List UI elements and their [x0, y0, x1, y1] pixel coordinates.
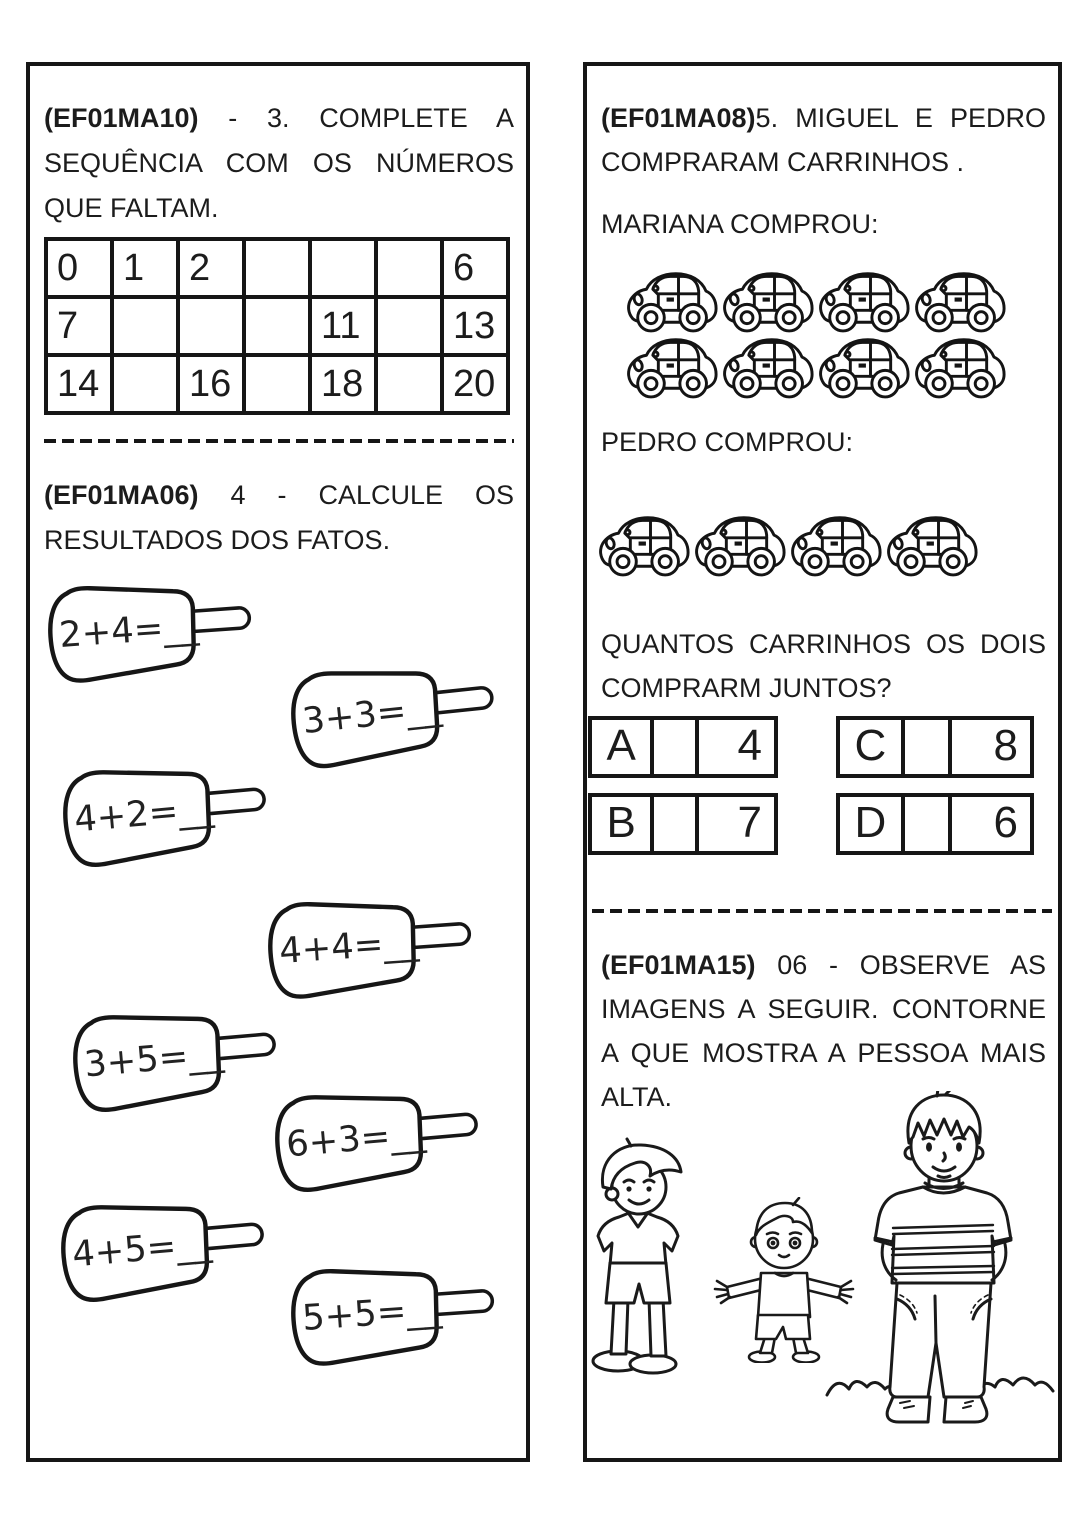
popsicle-icon [55, 746, 276, 880]
exercise-5-code: (EF01MA08) [601, 103, 756, 133]
option-a[interactable] [588, 716, 778, 778]
number-sequence-table [44, 237, 510, 415]
popsicle-icon [65, 991, 286, 1125]
toy-car-icon [721, 336, 817, 402]
table-row [46, 297, 508, 355]
answer-blank-cell[interactable] [310, 239, 376, 297]
table-cell: 1 [112, 239, 178, 297]
exercise-6-text: 06 - OBSERVE AS IMAGENS A SEGUIR. CONTORNE A QUE MOSTRA A PESSOA MAIS ALTA. [601, 950, 1046, 1112]
option-value: 7 [737, 798, 762, 847]
right-column-box [583, 62, 1062, 1462]
popsicle-fact: 2+4=__ [57, 605, 200, 656]
answer-blank-cell[interactable] [244, 239, 310, 297]
table-row [46, 355, 508, 413]
answer-blank-cell[interactable] [112, 355, 178, 413]
toy-car-icon [885, 514, 981, 580]
option-letter: A [606, 721, 636, 770]
toy-car-icon [913, 270, 1009, 336]
answer-blank-cell[interactable] [178, 297, 244, 355]
separator-dashed-line [592, 909, 1052, 913]
toy-car-icon [721, 270, 817, 336]
option-mark-cell[interactable] [901, 797, 952, 851]
option-d[interactable] [836, 793, 1034, 855]
popsicle-icon [261, 881, 481, 1012]
exercise-5-text: 5. MIGUEL E PEDRO COMPRARAM CARRINHOS . [601, 103, 1046, 177]
exercise-4-statement [44, 473, 514, 563]
answer-blank-cell[interactable] [376, 239, 442, 297]
table-cell: 11 [310, 297, 376, 355]
exercise-4-code: (EF01MA06) [44, 480, 199, 510]
table-cell: 14 [46, 355, 112, 413]
toy-car-icon [597, 514, 693, 580]
question-text: QUANTOS CARRINHOS OS DOIS COMPRARM JUNTOS? [601, 629, 1046, 703]
mariana-cars-group [625, 270, 1058, 402]
table-cell: 16 [178, 355, 244, 413]
toy-car-icon [789, 514, 885, 580]
option-b[interactable] [588, 793, 778, 855]
table-cell: 6 [442, 239, 508, 297]
popsicle-icon [41, 565, 261, 696]
option-value: 6 [993, 798, 1018, 847]
option-letter: D [854, 798, 887, 847]
pedro-label: PEDRO COMPROU: [601, 427, 854, 457]
answer-blank-cell[interactable] [112, 297, 178, 355]
boy-tall-illustration [825, 1091, 1057, 1427]
grass-icon [827, 1381, 897, 1395]
toy-car-icon [913, 336, 1009, 402]
popsicle-icon [284, 1248, 504, 1379]
option-mark-cell[interactable] [901, 720, 952, 774]
popsicle-icon [267, 1071, 488, 1205]
option-c[interactable] [836, 716, 1034, 778]
table-cell: 13 [442, 297, 508, 355]
answer-blank-cell[interactable] [244, 297, 310, 355]
popsicle-fact: 6+3=__ [284, 1112, 428, 1166]
option-letter: B [606, 798, 636, 847]
popsicle-fact: 4+2=__ [72, 787, 216, 841]
popsicle-fact: 3+3=__ [300, 686, 444, 743]
toy-car-icon [625, 270, 721, 336]
popsicle-fact: 5+5=__ [300, 1288, 443, 1339]
toy-car-icon [817, 270, 913, 336]
grass-icon [975, 1378, 1053, 1395]
table-cell: 7 [46, 297, 112, 355]
popsicle-fact: 4+5=__ [70, 1222, 214, 1276]
pedro-cars-group [597, 514, 1058, 580]
table-cell: 18 [310, 355, 376, 413]
option-mark-cell[interactable] [650, 720, 699, 774]
table-cell: 20 [442, 355, 508, 413]
popsicle-icon [283, 644, 506, 782]
mariana-label: MARIANA COMPROU: [601, 209, 879, 239]
popsicle-icon [53, 1181, 274, 1315]
option-letter: C [854, 721, 887, 770]
popsicle-fact: 4+4=__ [277, 921, 420, 972]
table-cell: 2 [178, 239, 244, 297]
toy-car-icon [817, 336, 913, 402]
exercise-6-code: (EF01MA15) [601, 950, 756, 980]
option-mark-cell[interactable] [650, 797, 699, 851]
table-cell: 0 [46, 239, 112, 297]
exercise-3-text: - 3. COMPLETE A SEQUÊNCIA COM OS NÚMEROS QUE FALTAM. [44, 103, 514, 223]
exercise-4-text: 4 - CALCULE OS RESULTADOS DOS FATOS. [44, 480, 514, 555]
exercise-3-code: (EF01MA10) [44, 103, 199, 133]
left-column-box [26, 62, 530, 1462]
toy-car-icon [693, 514, 789, 580]
boy-medium-illustration [589, 1137, 693, 1377]
option-value: 4 [737, 721, 762, 770]
toy-car-icon [625, 336, 721, 402]
separator-dashed-line [44, 439, 514, 443]
exercise-3-statement [44, 96, 514, 231]
table-row [46, 239, 508, 297]
option-value: 8 [993, 721, 1018, 770]
answer-blank-cell[interactable] [376, 355, 442, 413]
answer-blank-cell[interactable] [376, 297, 442, 355]
exercise-5-statement [601, 96, 1046, 184]
answer-blank-cell[interactable] [244, 355, 310, 413]
popsicle-fact: 3+5=__ [82, 1032, 226, 1086]
answer-options [588, 716, 1058, 855]
